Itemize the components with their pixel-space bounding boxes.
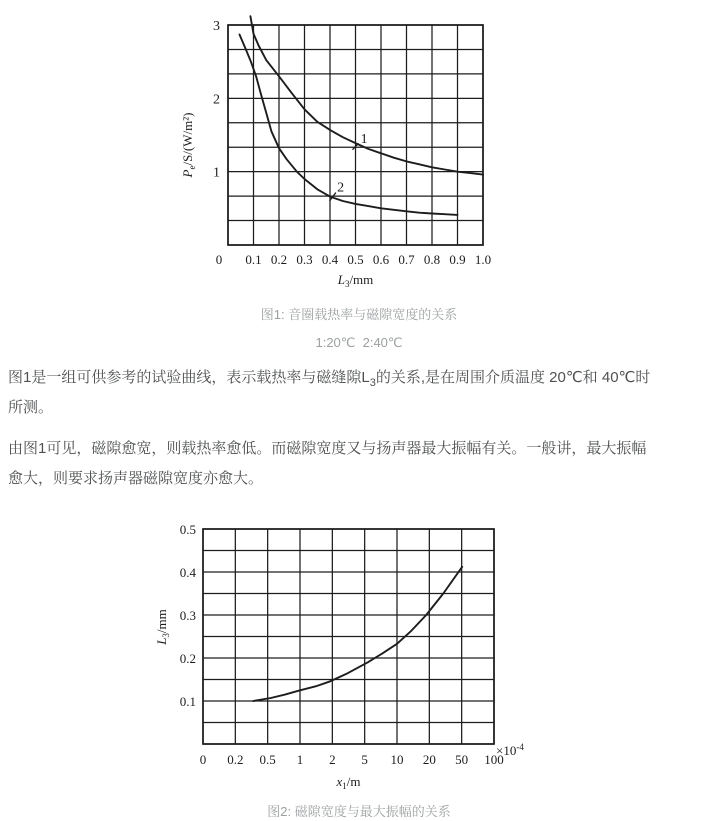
p1-subscript: 3 xyxy=(369,377,376,389)
figure1-chart xyxy=(0,0,718,300)
fig2-curve xyxy=(253,567,462,701)
fig2-x-tick: 100 xyxy=(484,752,504,767)
fig2-x-tick: 5 xyxy=(361,752,368,767)
fig2-x-axis-multiplier: $\times 10^{-4}$ xyxy=(496,742,524,758)
fig1-curve-label-1: 1 xyxy=(360,132,368,148)
fig1-x-tick: 0 xyxy=(215,252,223,267)
figure1-caption: 图1: 音圈载热率与磁隙宽度的关系 xyxy=(260,307,458,322)
fig1-x-tick: 0.2 xyxy=(270,252,288,267)
fig2-y-tick: 0.5 xyxy=(179,522,196,537)
fig2-x-tick: 10 xyxy=(390,752,404,767)
fig1-y-tick: 3 xyxy=(213,19,220,34)
fig1-x-tick: 0.3 xyxy=(296,252,313,267)
fig1-x-tick: 1.0 xyxy=(474,252,492,267)
p1-text-post: 的关系,是在周围介质温度 20℃和 40℃时 xyxy=(375,369,651,386)
fig1-y-tick: 2 xyxy=(213,92,220,108)
fig1-y-axis-title: $P_e/S/(W/m^2)$ xyxy=(180,112,197,178)
paragraph-2-line-2: 愈大，则要求扬声器磁隙宽度亦愈大。 xyxy=(8,470,264,487)
fig1-x-tick: 0.4 xyxy=(321,252,339,267)
fig2-x-tick: 2 xyxy=(329,752,336,767)
fig2-x-tick: 0.2 xyxy=(227,752,244,767)
fig1-curve-2 xyxy=(240,35,458,215)
figure1-legend-note: 1:20℃ 2:40℃ xyxy=(315,335,403,350)
paragraph-2 xyxy=(0,434,718,494)
fig2-y-tick: 0.3 xyxy=(179,608,196,623)
fig2-y-tick: 0.1 xyxy=(179,694,196,709)
fig1-curve-1 xyxy=(250,16,483,174)
fig2-y-tick: 0.4 xyxy=(179,565,196,580)
fig2-x-tick: 0 xyxy=(199,752,207,767)
paragraph-1-line-2: 所测。 xyxy=(8,399,54,416)
fig2-grid xyxy=(203,529,494,744)
figure2-caption: 图2: 磁隙宽度与最大振幅的关系 xyxy=(267,804,451,819)
fig1-curve-label-2: 2 xyxy=(337,180,345,196)
fig2-x-tick: 0.5 xyxy=(259,752,276,767)
fig1-x-tick: 0.7 xyxy=(398,252,415,267)
fig1-x-tick: 0.6 xyxy=(372,252,390,267)
fig1-x-tick: 0.1 xyxy=(245,252,262,267)
p1-text-pre: 图1是一组可供参考的试验曲线，表示载热率与磁缝隙L xyxy=(8,369,370,386)
fig2-x-axis-title: $x_1/m$ xyxy=(336,774,361,791)
fig1-x-tick: 0.5 xyxy=(347,252,364,267)
fig2-x-tick: 50 xyxy=(455,752,469,767)
paragraph-1-line-1 xyxy=(8,363,710,393)
fig1-tick-labels xyxy=(213,19,491,267)
fig1-grid xyxy=(228,25,483,245)
figure2-chart xyxy=(0,512,718,797)
fig1-x-axis-title: $L_3/mm$ xyxy=(337,272,374,289)
paragraph-2-line-1: 由图1可见，磁隙愈宽，则载热率愈低。而磁隙宽度又与扬声器最大振幅有关。一般讲，最大振幅 xyxy=(8,440,647,457)
fig2-y-axis-title: $L_3/mm$ xyxy=(154,609,171,645)
fig2-tick-labels xyxy=(180,522,504,767)
fig1-x-tick: 0.9 xyxy=(449,252,466,267)
paragraph-1 xyxy=(0,363,718,423)
fig2-y-tick: 0.2 xyxy=(179,651,196,666)
fig2-x-tick: 1 xyxy=(296,752,304,767)
fig1-y-tick: 1 xyxy=(213,165,220,181)
fig2-x-tick: 20 xyxy=(422,752,436,767)
fig1-x-tick: 0.8 xyxy=(423,252,441,267)
